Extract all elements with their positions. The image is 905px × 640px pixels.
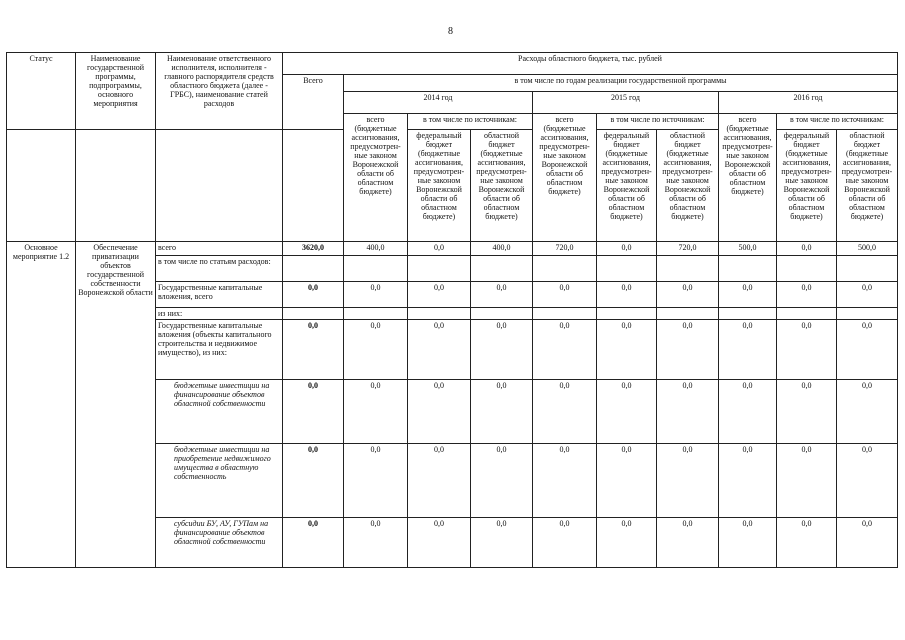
row-total [283, 256, 344, 282]
header-status-cont [7, 130, 76, 242]
cell: 0,0 [657, 380, 719, 444]
header-program-name: Наименование государственной программы, подпрограммы, основного мероприятия [76, 53, 156, 130]
row-total: 0,0 [283, 444, 344, 518]
cell [533, 256, 597, 282]
cell: 0,0 [837, 518, 898, 568]
cell: 0,0 [777, 444, 837, 518]
row-total: 0,0 [283, 380, 344, 444]
cell: 0,0 [408, 242, 471, 256]
header-all-2015: всего (бюджетные ассигнования, предусмотрен-ные законом Воронежской области об областном бюджете) [533, 114, 597, 242]
header-executor-cont [156, 130, 283, 242]
cell [408, 308, 471, 320]
cell: 400,0 [471, 242, 533, 256]
cell [777, 308, 837, 320]
row-total: 3620,0 [283, 242, 344, 256]
cell: 0,0 [471, 444, 533, 518]
cell [533, 308, 597, 320]
header-federal-2016: федеральный бюджет (бюджетные ассигнования, предусмотрен-ные законом Воронежской области об областном бюджете) [777, 130, 837, 242]
cell: 0,0 [719, 380, 777, 444]
cell: 0,0 [533, 320, 597, 380]
cell [777, 256, 837, 282]
cell: 0,0 [597, 242, 657, 256]
cell: 0,0 [657, 282, 719, 308]
header-expenses: Расходы областного бюджета, тыс. рублей [283, 53, 898, 75]
header-regional-2014: областной бюджет (бюджетные ассигнования, предусмотрен-ные законом Воронежской области об областном бюджете) [471, 130, 533, 242]
cell [657, 308, 719, 320]
cell: 0,0 [777, 518, 837, 568]
row-total [283, 308, 344, 320]
cell [597, 256, 657, 282]
cell: 0,0 [777, 320, 837, 380]
page-number: 8 [448, 26, 453, 37]
cell: 0,0 [344, 444, 408, 518]
cell: 0,0 [533, 380, 597, 444]
cell: 500,0 [719, 242, 777, 256]
cell: 0,0 [408, 380, 471, 444]
cell: 0,0 [597, 282, 657, 308]
header-sources-2014: в том числе по источникам: [408, 114, 533, 130]
cell: 0,0 [471, 282, 533, 308]
cell: 0,0 [719, 444, 777, 518]
cell [408, 256, 471, 282]
cell [597, 308, 657, 320]
cell: 0,0 [719, 518, 777, 568]
header-sources-2015: в том числе по источникам: [597, 114, 719, 130]
cell: 0,0 [408, 444, 471, 518]
cell: 720,0 [657, 242, 719, 256]
cell [471, 308, 533, 320]
cell: 0,0 [657, 518, 719, 568]
header-federal-2015: федеральный бюджет (бюджетные ассигнования, предусмотрен-ные законом Воронежской области об областном бюджете) [597, 130, 657, 242]
cell: 0,0 [597, 380, 657, 444]
header-regional-2015: областной бюджет (бюджетные ассигнования, предусмотрен-ные законом Воронежской области об областном бюджете) [657, 130, 719, 242]
header-program-cont [76, 130, 156, 242]
cell [344, 308, 408, 320]
cell: 0,0 [471, 320, 533, 380]
cell: 0,0 [344, 282, 408, 308]
cell: 720,0 [533, 242, 597, 256]
budget-table [6, 52, 898, 568]
program-cell: Обеспечение приватизации объектов государственной собственности Воронежской области [76, 242, 156, 568]
cell [837, 256, 898, 282]
cell: 0,0 [344, 320, 408, 380]
cell: 0,0 [344, 518, 408, 568]
row-label: в том числе по статьям расходов: [156, 256, 283, 282]
cell: 0,0 [837, 320, 898, 380]
header-sources-2016: в том числе по источникам: [777, 114, 898, 130]
row-label: Государственные капитальные вложения, всего [156, 282, 283, 308]
cell: 0,0 [408, 518, 471, 568]
header-total-cont [283, 130, 344, 242]
cell: 0,0 [719, 320, 777, 380]
cell: 400,0 [344, 242, 408, 256]
header-regional-2016: областной бюджет (бюджетные ассигнования, предусмотрен-ные законом Воронежской области об областном бюджете) [837, 130, 898, 242]
header-all-2014: всего (бюджетные ассигнования, предусмотрен-ные законом Воронежской области об областном бюджете) [344, 114, 408, 242]
cell [471, 256, 533, 282]
row-label: бюджетные инвестиции на финансирование объектов областной собственности [156, 380, 283, 444]
header-year-2016: 2016 год [719, 92, 898, 114]
header-year-2014: 2014 год [344, 92, 533, 114]
cell: 500,0 [837, 242, 898, 256]
header-executor: Наименование ответственного исполнителя, исполнителя - главного распорядителя средств областного бюджета (далее - ГРБС), наименование статей расходов [156, 53, 283, 130]
cell [719, 256, 777, 282]
header-all-2016: всего (бюджетные ассигнования, предусмотрен-ные законом Воронежской области об областном бюджете) [719, 114, 777, 242]
cell: 0,0 [777, 380, 837, 444]
header-year-2015: 2015 год [533, 92, 719, 114]
header-federal-2014: федеральный бюджет (бюджетные ассигнования, предусмотрен-ные законом Воронежской области об областном бюджете) [408, 130, 471, 242]
header-status: Статус [7, 53, 76, 130]
cell: 0,0 [657, 444, 719, 518]
cell: 0,0 [408, 320, 471, 380]
cell: 0,0 [719, 282, 777, 308]
cell [344, 256, 408, 282]
table-row [7, 242, 898, 256]
cell: 0,0 [777, 282, 837, 308]
cell: 0,0 [533, 518, 597, 568]
cell: 0,0 [408, 282, 471, 308]
cell: 0,0 [837, 444, 898, 518]
cell: 0,0 [837, 380, 898, 444]
row-total: 0,0 [283, 518, 344, 568]
cell [657, 256, 719, 282]
cell: 0,0 [597, 444, 657, 518]
cell: 0,0 [597, 518, 657, 568]
header-by-years: в том числе по годам реализации государственной программы [344, 75, 898, 92]
status-cell: Основное мероприятие 1.2 [7, 242, 76, 568]
header-total: Всего [283, 75, 344, 130]
cell: 0,0 [471, 380, 533, 444]
row-label: субсидии БУ, АУ, ГУПам на финансирование объектов областной собственности [156, 518, 283, 568]
row-label: бюджетные инвестиции на приобретение недвижимого имущества в областную собственность [156, 444, 283, 518]
row-total: 0,0 [283, 282, 344, 308]
cell: 0,0 [837, 282, 898, 308]
cell: 0,0 [533, 444, 597, 518]
cell: 0,0 [471, 518, 533, 568]
row-label: из них: [156, 308, 283, 320]
cell: 0,0 [597, 320, 657, 380]
cell: 0,0 [657, 320, 719, 380]
row-total: 0,0 [283, 320, 344, 380]
cell: 0,0 [533, 282, 597, 308]
cell [719, 308, 777, 320]
row-label: всего [156, 242, 283, 256]
cell: 0,0 [344, 380, 408, 444]
cell [837, 308, 898, 320]
row-label: Государственные капитальные вложения (объекты капитального строительства и недвижимое имущество), из них: [156, 320, 283, 380]
cell: 0,0 [777, 242, 837, 256]
